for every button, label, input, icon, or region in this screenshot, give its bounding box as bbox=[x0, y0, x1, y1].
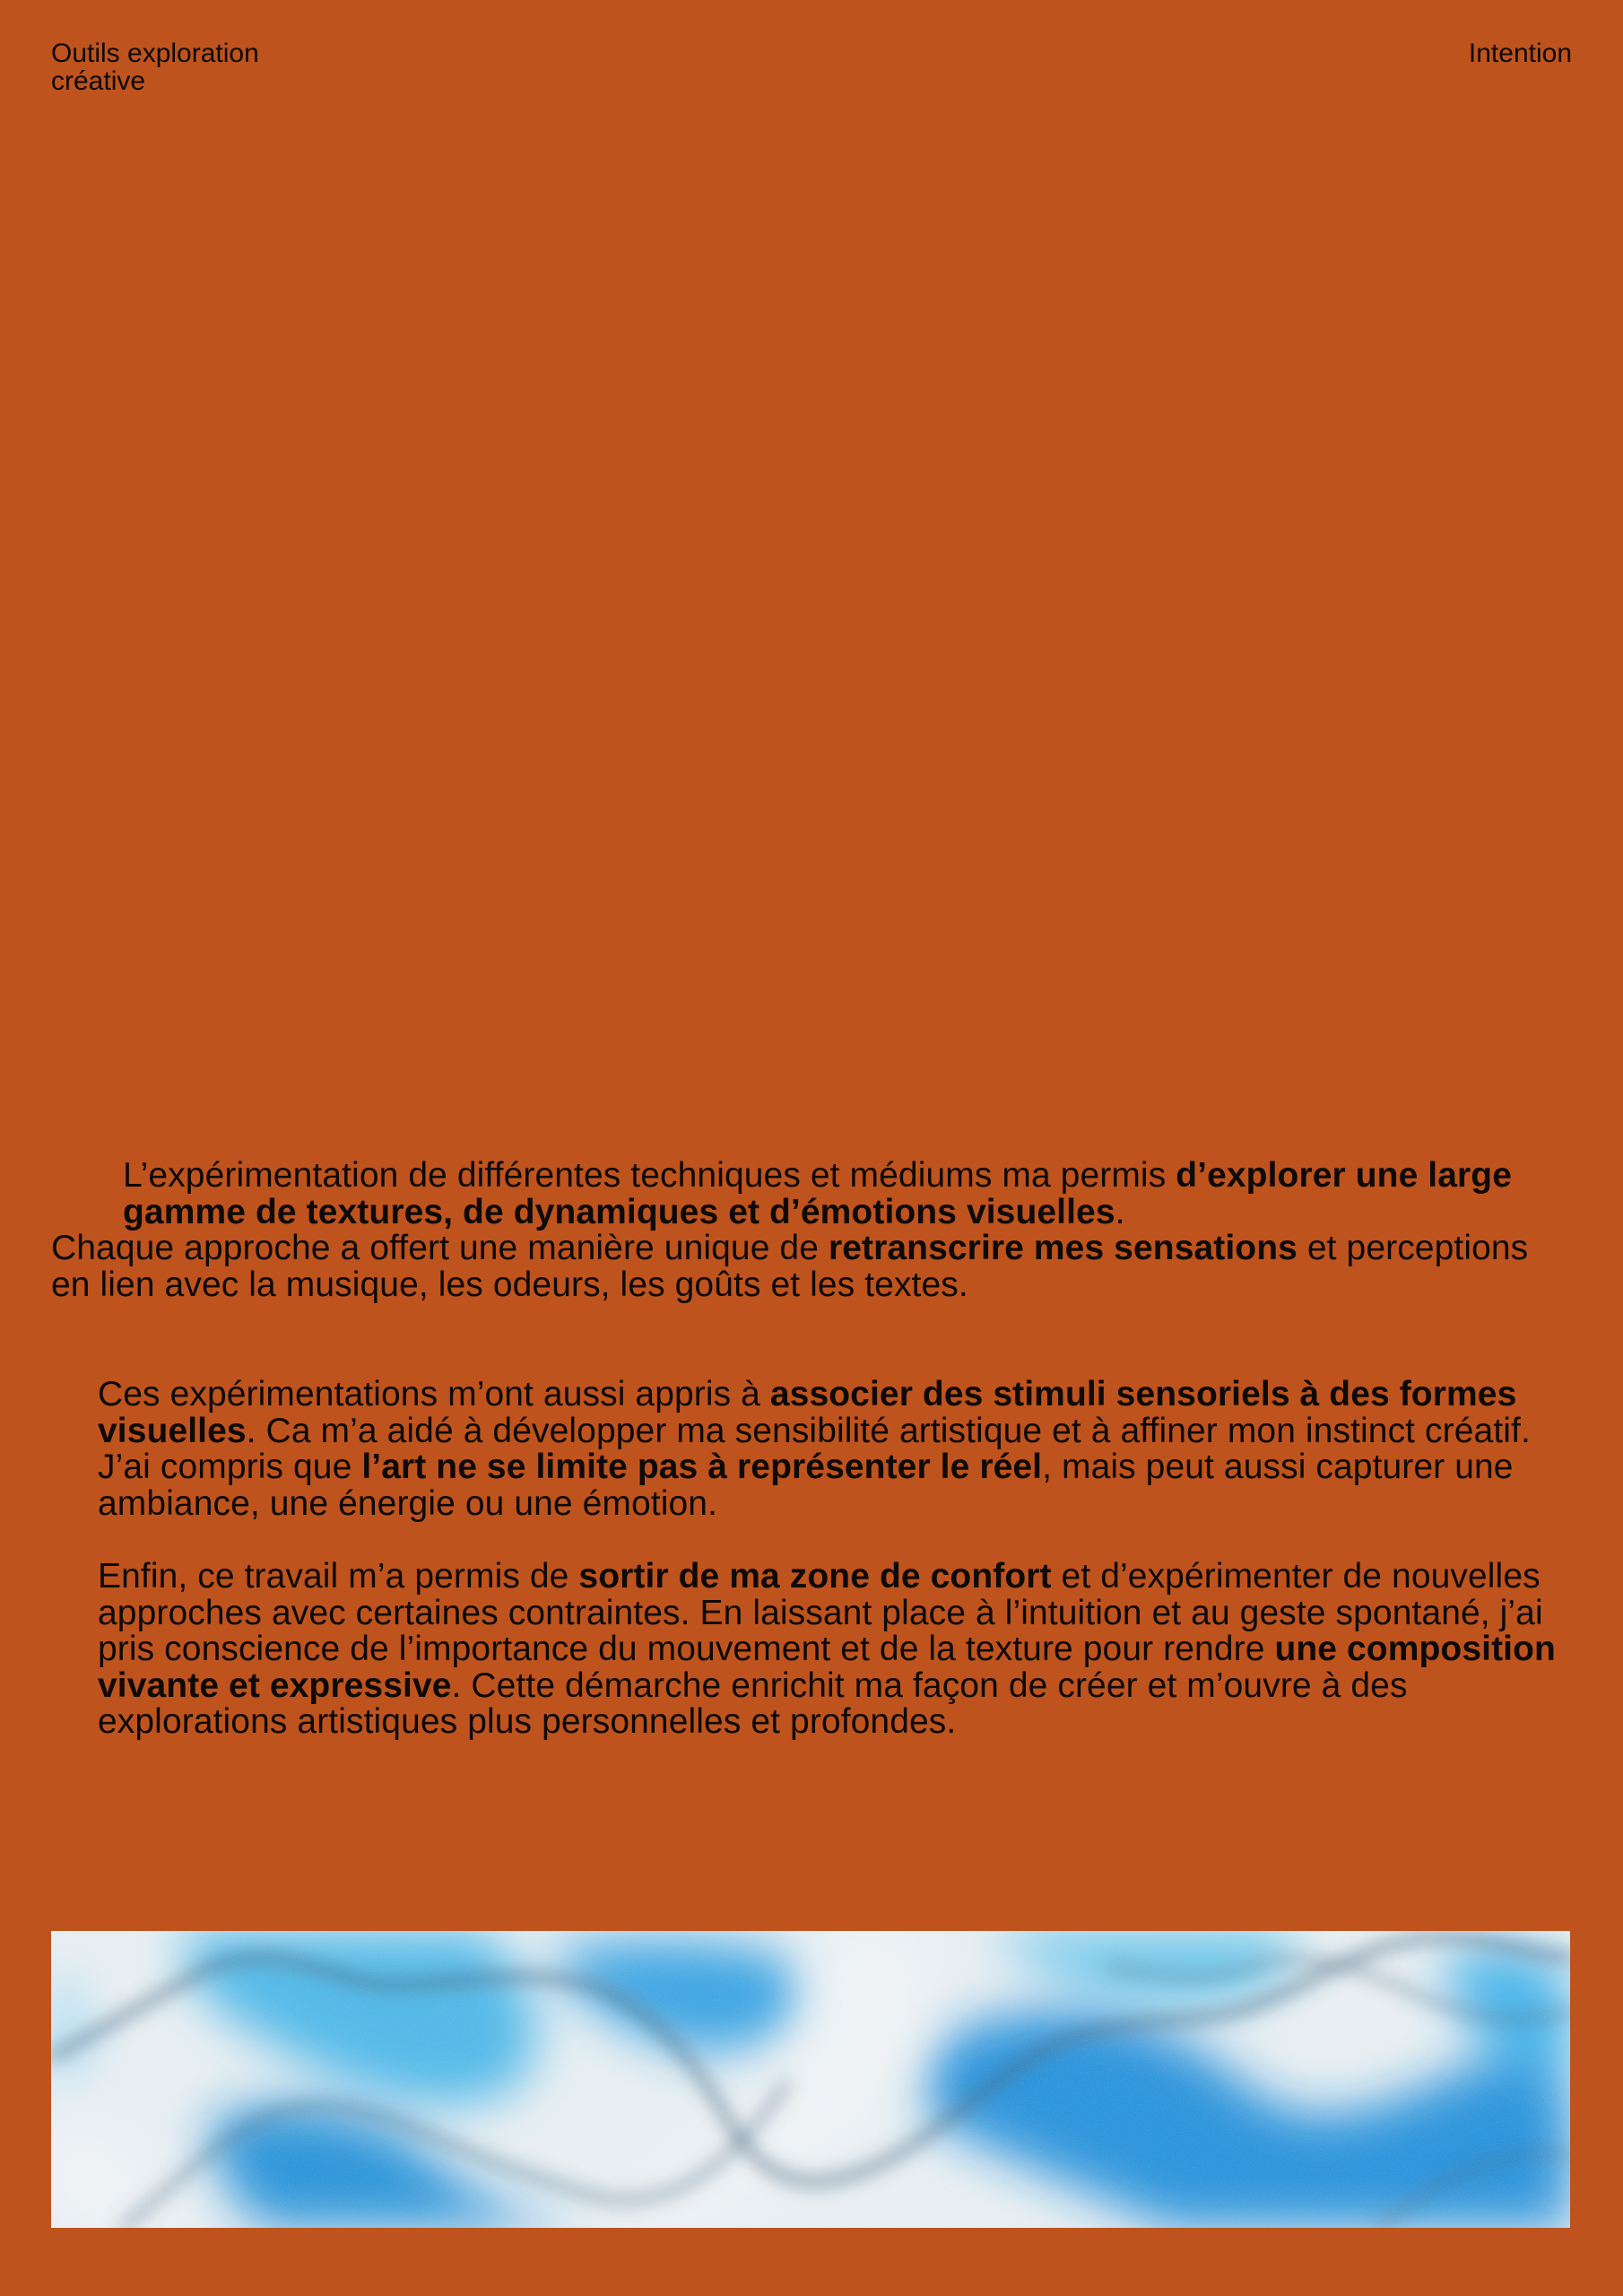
paragraph-learning bbox=[51, 1377, 1575, 1522]
p1-bold-2: retranscrire mes sensations bbox=[828, 1229, 1298, 1267]
p3-text-2: et d’expérimenter de nouvelles approches avec certaines contraintes. En laissant place à l’intuition et au geste spontané, j’ai pris conscience de l’importance du mouvement et de la texture pour rendre bbox=[98, 1557, 1543, 1668]
paragraph-intro bbox=[51, 1158, 1575, 1303]
header-title bbox=[51, 39, 347, 95]
artwork-graphic bbox=[51, 1931, 1570, 2228]
header-title-line1: Outils exploration bbox=[51, 39, 259, 68]
p3-text-3: . Cette démarche enrichit ma façon de créer et m’ouvre à des explorations artistiques plus personnelles et profondes. bbox=[98, 1665, 1408, 1741]
p2-text-3: , mais peut aussi capturer une ambiance, une énergie ou une émotion. bbox=[98, 1448, 1514, 1523]
p1-text-4: et perceptions en lien avec la musique, les odeurs, les goûts et les textes. bbox=[51, 1229, 1529, 1304]
p1-text-1: L’expérimentation de différentes techniques et médiums ma permis bbox=[123, 1156, 1176, 1195]
p3-bold-1: sortir de ma zone de confort bbox=[578, 1557, 1052, 1596]
paragraph-conclusion bbox=[51, 1559, 1575, 1741]
p2-bold-2: l’art ne se limite pas à représenter le réel bbox=[361, 1448, 1043, 1486]
header-title-line2: créative bbox=[51, 66, 146, 96]
header-section-label: Intention bbox=[1468, 39, 1572, 68]
p2-text-2: . Ca m’a aidé à développer ma sensibilité artistique et à affiner mon instinct créatif. J’ai compris que bbox=[98, 1411, 1531, 1486]
p3-text-1: Enfin, ce travail m’a permis de bbox=[98, 1557, 579, 1596]
abstract-artwork-image bbox=[51, 1931, 1570, 2228]
p2-bold-1: associer des stimuli sensoriels à des formes visuelles bbox=[98, 1375, 1517, 1450]
p3-bold-2: une composition vivante et expressive bbox=[98, 1630, 1556, 1705]
p1-text-3: Chaque approche a offert une manière unique de bbox=[51, 1229, 829, 1267]
p1-bold-1: d’explorer une large gamme de textures, de dynamiques et d’émotions visuelles bbox=[123, 1156, 1513, 1231]
p1-text-2: . bbox=[1115, 1192, 1125, 1231]
p2-text-1: Ces expérimentations m’ont aussi appris à bbox=[98, 1375, 770, 1413]
